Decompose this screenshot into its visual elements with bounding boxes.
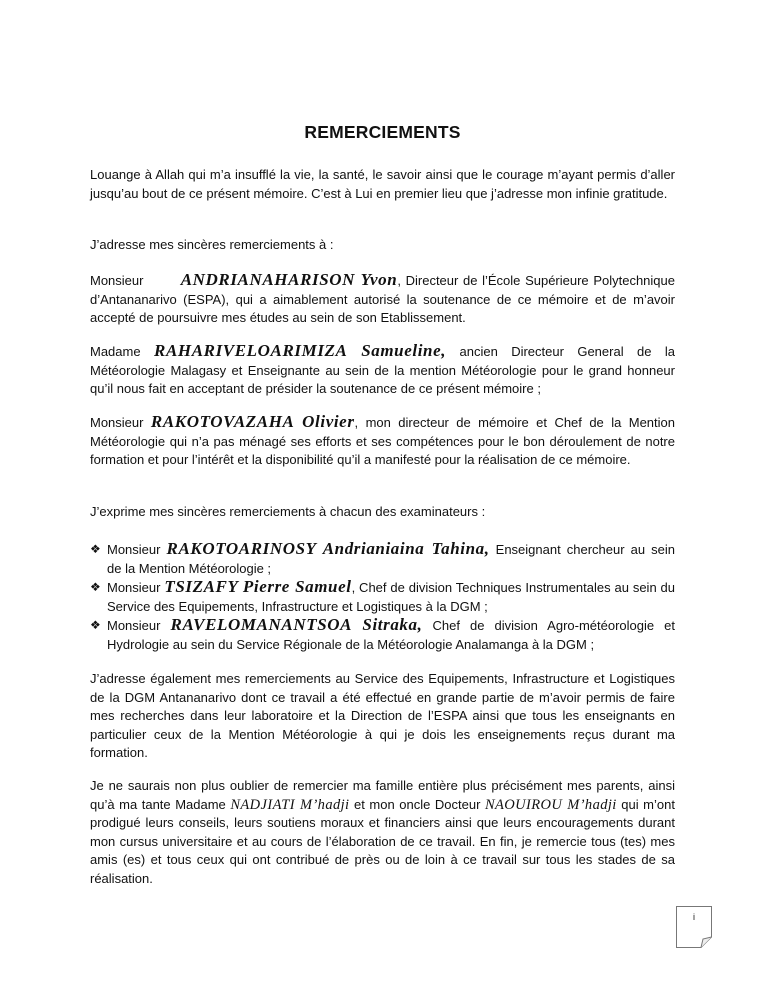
list-item: ❖ Monsieur RAVELOMANANTSOA Sitraka, Chef de division Agro-météorologie et Hydrologie au sein du Service Régionale de la Météorologie Analamanga à la DGM ; (90, 615, 676, 652)
director-name: ANDRIANAHARISON Yvon (180, 270, 398, 289)
page-number: i (693, 912, 695, 922)
page-title: REMERCIEMENTS (304, 122, 461, 142)
paragraph-services: J’adresse également mes remerciements au Service des Equipements, Infrastructure et Logistiques de la DGM Antananarivo dont ce travail a été effectué en grande partie de m’avoir permis de faire mes recherches dans leur laboratoire et la Direction de l’ESPA ainsi que tous les enseignants en particulier ceux de la Mention Météorologie à qui je dois les enseignements reçus durant ma formation. (90, 671, 675, 761)
aunt-name: NADJIATI M’hadji (230, 796, 350, 813)
paragraph-president: Madame RAHARIVELOARIMIZA Samueline, ancien Directeur General de la Météorologie Malagasy et Enseignante au sein de la mention Météorologie pour le grand honneur qu’il nous fait en acceptant de présider la soutenance de ce présent mémoire ; (90, 341, 675, 397)
paragraph-director: Monsieur ANDRIANAHARISON Yvon, Directeur de l’École Supérieure Polytechnique d’Antananarivo (ESPA), qui a aimablement autorisé la soutenance de ce mémoire et de m’avoir accepté de poursuivre mes études au sein de son Etablissement. (90, 270, 675, 326)
paragraph-family: Je ne saurais non plus oublier de remercier ma famille entière plus précisément mes parents, ainsi qu’à ma tante Madame NADJIATI M’hadji et mon oncle Docteur NAOUIROU M’hadji qui m’ont prodigué leurs conseils, leurs soutiens moraux et financiers ainsi que leurs encouragements durant mon cursus universitaire et au cours de l’élaboration de ce travail. En fin, je remercie tous (tes) mes amis (es) et tous ceux qui ont contribué de près ou de loin à ce travail sur tous les stades de sa réalisation. (90, 778, 675, 886)
list-item: ❖ Monsieur TSIZAFY Pierre Samuel, Chef de division Techniques Instrumentales au sein du Service des Equipements, Infrastructure et Logistiques à la DGM ; (90, 577, 676, 614)
diamond-bullet-icon: ❖ (90, 580, 101, 595)
list-item: ❖ Monsieur RAKOTOARINOSY Andrianiaina Tahina, Enseignant chercheur au sein de la Mention Météorologie ; (90, 539, 675, 576)
uncle-name: NAOUIROU M’hadji (484, 796, 617, 813)
page-number-box (676, 906, 712, 948)
diamond-bullet-icon: ❖ (90, 542, 101, 556)
examiners-list (90, 540, 675, 655)
examiners-intro: J’exprime mes sincères remerciements à chacun des examinateurs : (90, 504, 486, 519)
supervisor-name: RAKOTOVAZAHA Olivier (150, 412, 355, 431)
intro-paragraph: Louange à Allah qui m’a insufflé la vie, la santé, le savoir ainsi que le courage m’ayant permis d’aller jusqu’au bout de ce présent mémoire. C’est à Lui en premier lieu que j’adresse mon infinie gratitude. (90, 167, 675, 201)
paragraph-supervisor: Monsieur RAKOTOVAZAHA Olivier, mon directeur de mémoire et Chef de la Mention Météorologie qui n’a pas ménagé ses efforts et ses compétences pour le bon déroulement de notre formation et pour l’intérêt et la disponibilité qu’il a manifesté pour la réalisation de ce mémoire. (90, 412, 675, 468)
president-name: RAHARIVELOARIMIZA Samueline, (154, 341, 447, 360)
thanks-intro: J’adresse mes sincères remerciements à : (90, 237, 334, 252)
diamond-bullet-icon: ❖ (90, 618, 101, 633)
